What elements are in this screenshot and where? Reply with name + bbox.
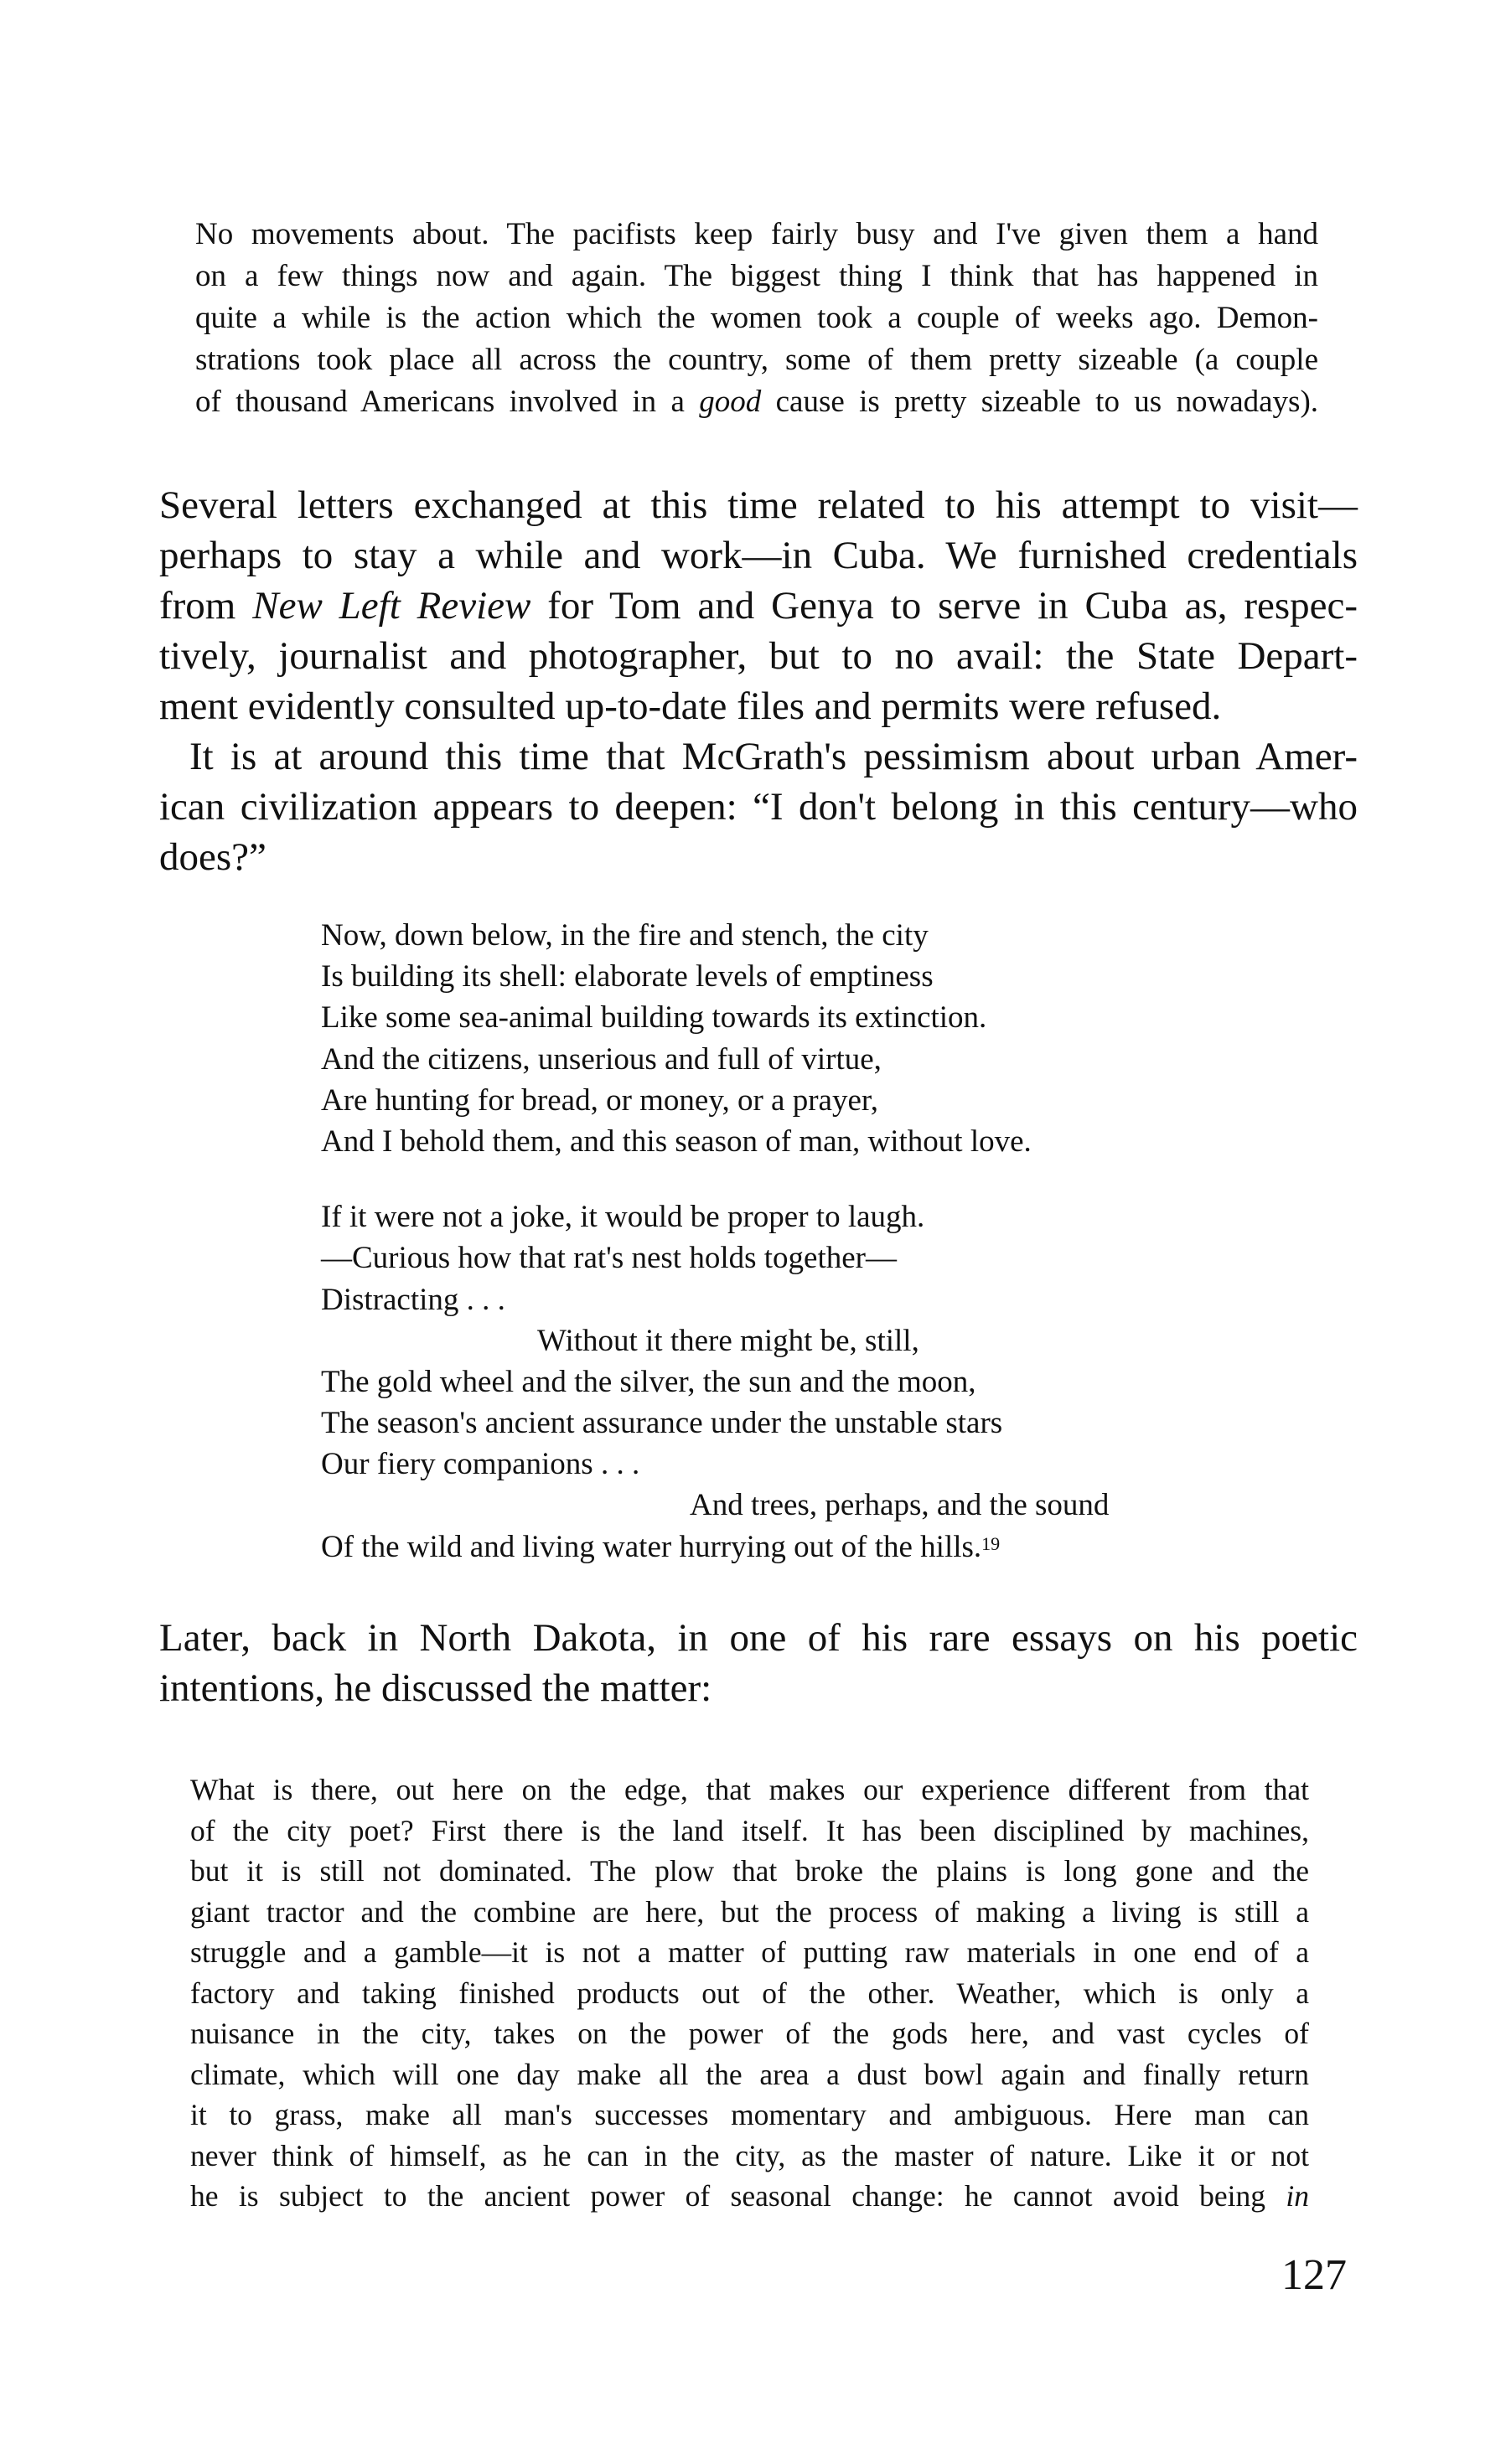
extract-line: on a few things now and again. The biggest thing I think that has happened in <box>195 259 1318 293</box>
extract-line-last <box>195 381 1318 423</box>
prose-line: ment evidently consulted up-to-date files and permits were refused. <box>159 684 1222 728</box>
stanza-break <box>321 1162 1243 1196</box>
extract-line: giant tractor and the combine are here, but the process of making a living is still a <box>190 1894 1309 1929</box>
prose-line: perhaps to stay a while and work—in Cuba. We furnished credentials <box>159 534 1358 577</box>
poem-line: Our fiery companions . . . <box>321 1447 640 1482</box>
extract-line: of the city poet? First there is the land itself. It has been disciplined by machines, <box>190 1813 1309 1847</box>
poem-text: Of the wild and living water hurrying out of the hills. <box>321 1529 982 1564</box>
poem-line: And trees, perhaps, and the sound <box>690 1488 1110 1523</box>
prose-line: It is at around this time that McGrath's pessimism about urban Amer- <box>189 735 1358 778</box>
poem-line: Distracting . . . <box>321 1282 505 1317</box>
poem-line: Like some sea-animal building towards its extinction. <box>321 1000 987 1036</box>
footnote-reference: 19 <box>981 1532 1001 1554</box>
letter-extract <box>195 214 1318 423</box>
body-text-lower <box>159 1613 1358 1713</box>
page-number: 127 <box>1281 2251 1347 2299</box>
extract-line: but it is still not dominated. The plow that broke the plains is long gone and the <box>190 1854 1309 1888</box>
poem-line: Now, down below, in the fire and stench, the city <box>321 918 929 953</box>
extract-line: nuisance in the city, takes on the power of the gods here, and vast cycles of <box>190 2017 1309 2050</box>
poem-line: And I behold them, and this season of man, without love. <box>321 1124 1032 1159</box>
extract-line: never think of himself, as he can in the city, as the master of nature. Like it or not <box>190 2138 1309 2172</box>
italic-word: in <box>1286 2179 1310 2213</box>
poem-line: The gold wheel and the silver, the sun and the moon, <box>321 1364 976 1399</box>
extract-text: of thousand Americans involved in a <box>195 385 685 419</box>
prose-line: does?” <box>159 835 266 879</box>
extract-line: What is there, out here on the edge, that makes our experience different from that <box>190 1773 1309 1806</box>
poem-line: Are hunting for bread, or money, or a prayer, <box>321 1082 878 1118</box>
prose-line: intentions, he discussed the matter: <box>159 1666 712 1710</box>
extract-line: it to grass, make all man's successes momentary and ambiguous. Here man can <box>190 2098 1309 2131</box>
poem-line: —Curious how that rat's nest holds together— <box>321 1241 897 1276</box>
extract-line: climate, which will one day make all the area a dust bowl again and finally return <box>190 2057 1309 2091</box>
prose-line <box>159 581 1358 631</box>
prose-line: Later, back in North Dakota, in one of his rare essays on his poetic <box>159 1616 1358 1660</box>
poem-line: The season's ancient assurance under the unstable stars <box>321 1406 1003 1441</box>
essay-extract <box>190 1769 1309 2217</box>
italic-word: good <box>699 385 762 419</box>
body-text-upper <box>159 480 1358 882</box>
poem-line: And the citizens, unserious and full of virtue, <box>321 1041 882 1077</box>
poem-line: Is building its shell: elaborate levels of emptiness <box>321 959 934 994</box>
extract-line: quite a while is the action which the women took a couple of weeks ago. Demon- <box>195 301 1318 335</box>
prose-text: for Tom and Genya to serve in Cuba as, respec- <box>547 584 1358 628</box>
prose-line: tively, journalist and photographer, but to no avail: the State Depart- <box>159 634 1358 678</box>
extract-text: cause is pretty sizeable to us nowadays). <box>775 385 1319 419</box>
prose-line: ican civilization appears to deepen: “I don't belong in this century—who <box>159 785 1358 829</box>
journal-title: New Left Review <box>252 584 531 628</box>
poem-line: If it were not a joke, it would be proper to laugh. <box>321 1200 925 1235</box>
extract-line: No movements about. The pacifists keep fairly busy and I've given them a hand <box>195 217 1318 251</box>
extract-line: factory and taking finished products out of the other. Weather, which is only a <box>190 1976 1309 2010</box>
extract-line-last <box>190 2176 1309 2217</box>
prose-text: from <box>159 584 236 628</box>
extract-line: strations took place all across the country, some of them pretty sizeable (a couple <box>195 343 1318 377</box>
extract-line: struggle and a gamble—it is not a matter of putting raw materials in one end of a <box>190 1935 1309 1969</box>
poem-line: Without it there might be, still, <box>537 1323 919 1358</box>
poem-line-last <box>321 1526 1243 1568</box>
extract-text: he is subject to the ancient power of seasonal change: he cannot avoid being <box>190 2179 1265 2213</box>
prose-line: Several letters exchanged at this time related to his attempt to visit— <box>159 483 1358 527</box>
poem-quotation <box>321 915 1243 1568</box>
